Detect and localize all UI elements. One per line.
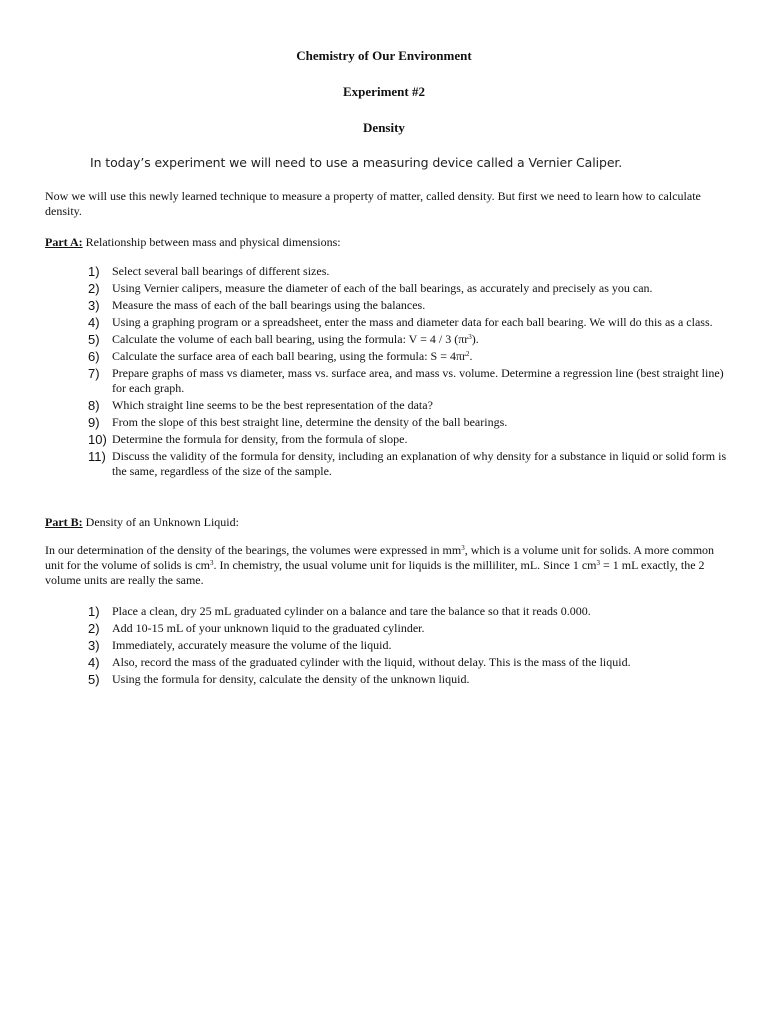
formula-text: Calculate the surface area of each ball bearing, using the formula: S = 4πr [112,349,467,363]
step-text: From the slope of this best straight line, determine the density of the ball bearings. [112,415,508,429]
step-text: Measure the mass of each of the ball bearings using the balances. [112,298,426,312]
part-b-steps [88,604,728,689]
list-item [88,315,728,330]
step-text: Place a clean, dry 25 mL graduated cylinder on a balance and tare the balance so that it reads 0.000. [112,604,591,618]
step-text [112,332,728,347]
step-text: Using Vernier calipers, measure the diameter of each of the ball bearings, as accurately and precisely as you can. [112,281,653,295]
part-b-label: Part B: [45,515,83,529]
step-number: 8) [88,398,100,413]
list-item [88,398,728,413]
step-text: Using a graphing program or a spreadsheet, enter the mass and diameter data for each ball bearing. We will do this as a class. [112,315,713,329]
paragraph-text: = 1 mL exactly, the 2 volume units are really the same. [45,558,705,587]
part-a-heading [45,235,725,250]
list-item [88,332,728,347]
step-text: Using the formula for density, calculate the density of the unknown liquid. [112,672,470,686]
list-item [88,432,728,447]
step-text: Discuss the validity of the formula for density, including an explanation of why density for a substance in liquid or solid form is the same, regardless of the size of the sample. [112,449,727,478]
list-item [88,655,728,670]
step-number: 5) [88,672,100,687]
exponent: 3 [461,544,465,552]
paragraph-text: In our determination of the density of the bearings, the volumes were expressed in mm [45,543,462,557]
step-number: 2) [88,621,100,636]
intro-sentence: In today’s experiment we will need to use a measuring device called a Vernier Caliper. [90,155,623,170]
step-text: Which straight line seems to be the best representation of the data? [112,398,433,412]
exponent: 3 [596,559,600,567]
list-item [88,366,728,396]
volume-units-paragraph [45,543,725,588]
exponent: 2 [466,350,470,358]
step-number: 10) [88,432,107,447]
list-item [88,621,728,636]
step-number: 4) [88,315,100,330]
part-a-label: Part A: [45,235,83,249]
intro-paragraph: Now we will use this newly learned technique to measure a property of matter, called density. But first we need to learn how to calculate density. [45,189,701,218]
step-number: 3) [88,638,100,653]
list-item [88,415,728,430]
step-text [112,349,728,364]
step-number: 11) [88,449,106,464]
exponent: 3 [468,333,472,341]
list-item [88,281,728,296]
step-text: Determine the formula for density, from the formula of slope. [112,432,408,446]
step-number: 1) [88,604,100,619]
step-number: 6) [88,349,100,364]
step-number: 3) [88,298,100,313]
step-text: Prepare graphs of mass vs diameter, mass vs. surface area, and mass vs. volume. Determine a regression line (best straight line) for each graph. [112,366,724,395]
topic-title: Density [363,120,405,135]
part-a-heading-text: Relationship between mass and physical dimensions: [82,235,341,249]
paragraph-text: . In chemistry, the usual volume unit for liquids is the milliliter, mL. Since 1 cm [213,558,597,572]
course-title: Chemistry of Our Environment [296,48,472,63]
list-item [88,298,728,313]
experiment-title: Experiment #2 [343,84,425,99]
part-b-heading-text: Density of an Unknown Liquid: [82,515,239,529]
part-a-steps [88,264,728,481]
list-item [88,264,728,279]
list-item [88,638,728,653]
list-item [88,349,728,364]
list-item [88,672,728,687]
step-text: Select several ball bearings of different sizes. [112,264,330,278]
step-text: Add 10-15 mL of your unknown liquid to the graduated cylinder. [112,621,425,635]
formula-end: ). [471,332,479,346]
list-item [88,449,728,479]
step-text: Immediately, accurately measure the volume of the liquid. [112,638,392,652]
formula-end: . [469,349,473,363]
list-item [88,604,728,619]
step-number: 5) [88,332,100,347]
step-number: 4) [88,655,100,670]
part-b-heading [45,515,725,530]
formula-text: Calculate the volume of each ball bearing, using the formula: V = 4 / 3 (πr [112,332,469,346]
paragraph-text: , which is a volume unit for solids. A more common unit for the volume of solids is cm [45,543,715,572]
step-number: 9) [88,415,100,430]
exponent: 3 [209,559,214,567]
step-number: 2) [88,281,100,296]
step-number: 7) [88,366,100,381]
step-number: 1) [88,264,100,279]
step-text: Also, record the mass of the graduated cylinder with the liquid, without delay. This is the mass of the liquid. [112,655,631,669]
